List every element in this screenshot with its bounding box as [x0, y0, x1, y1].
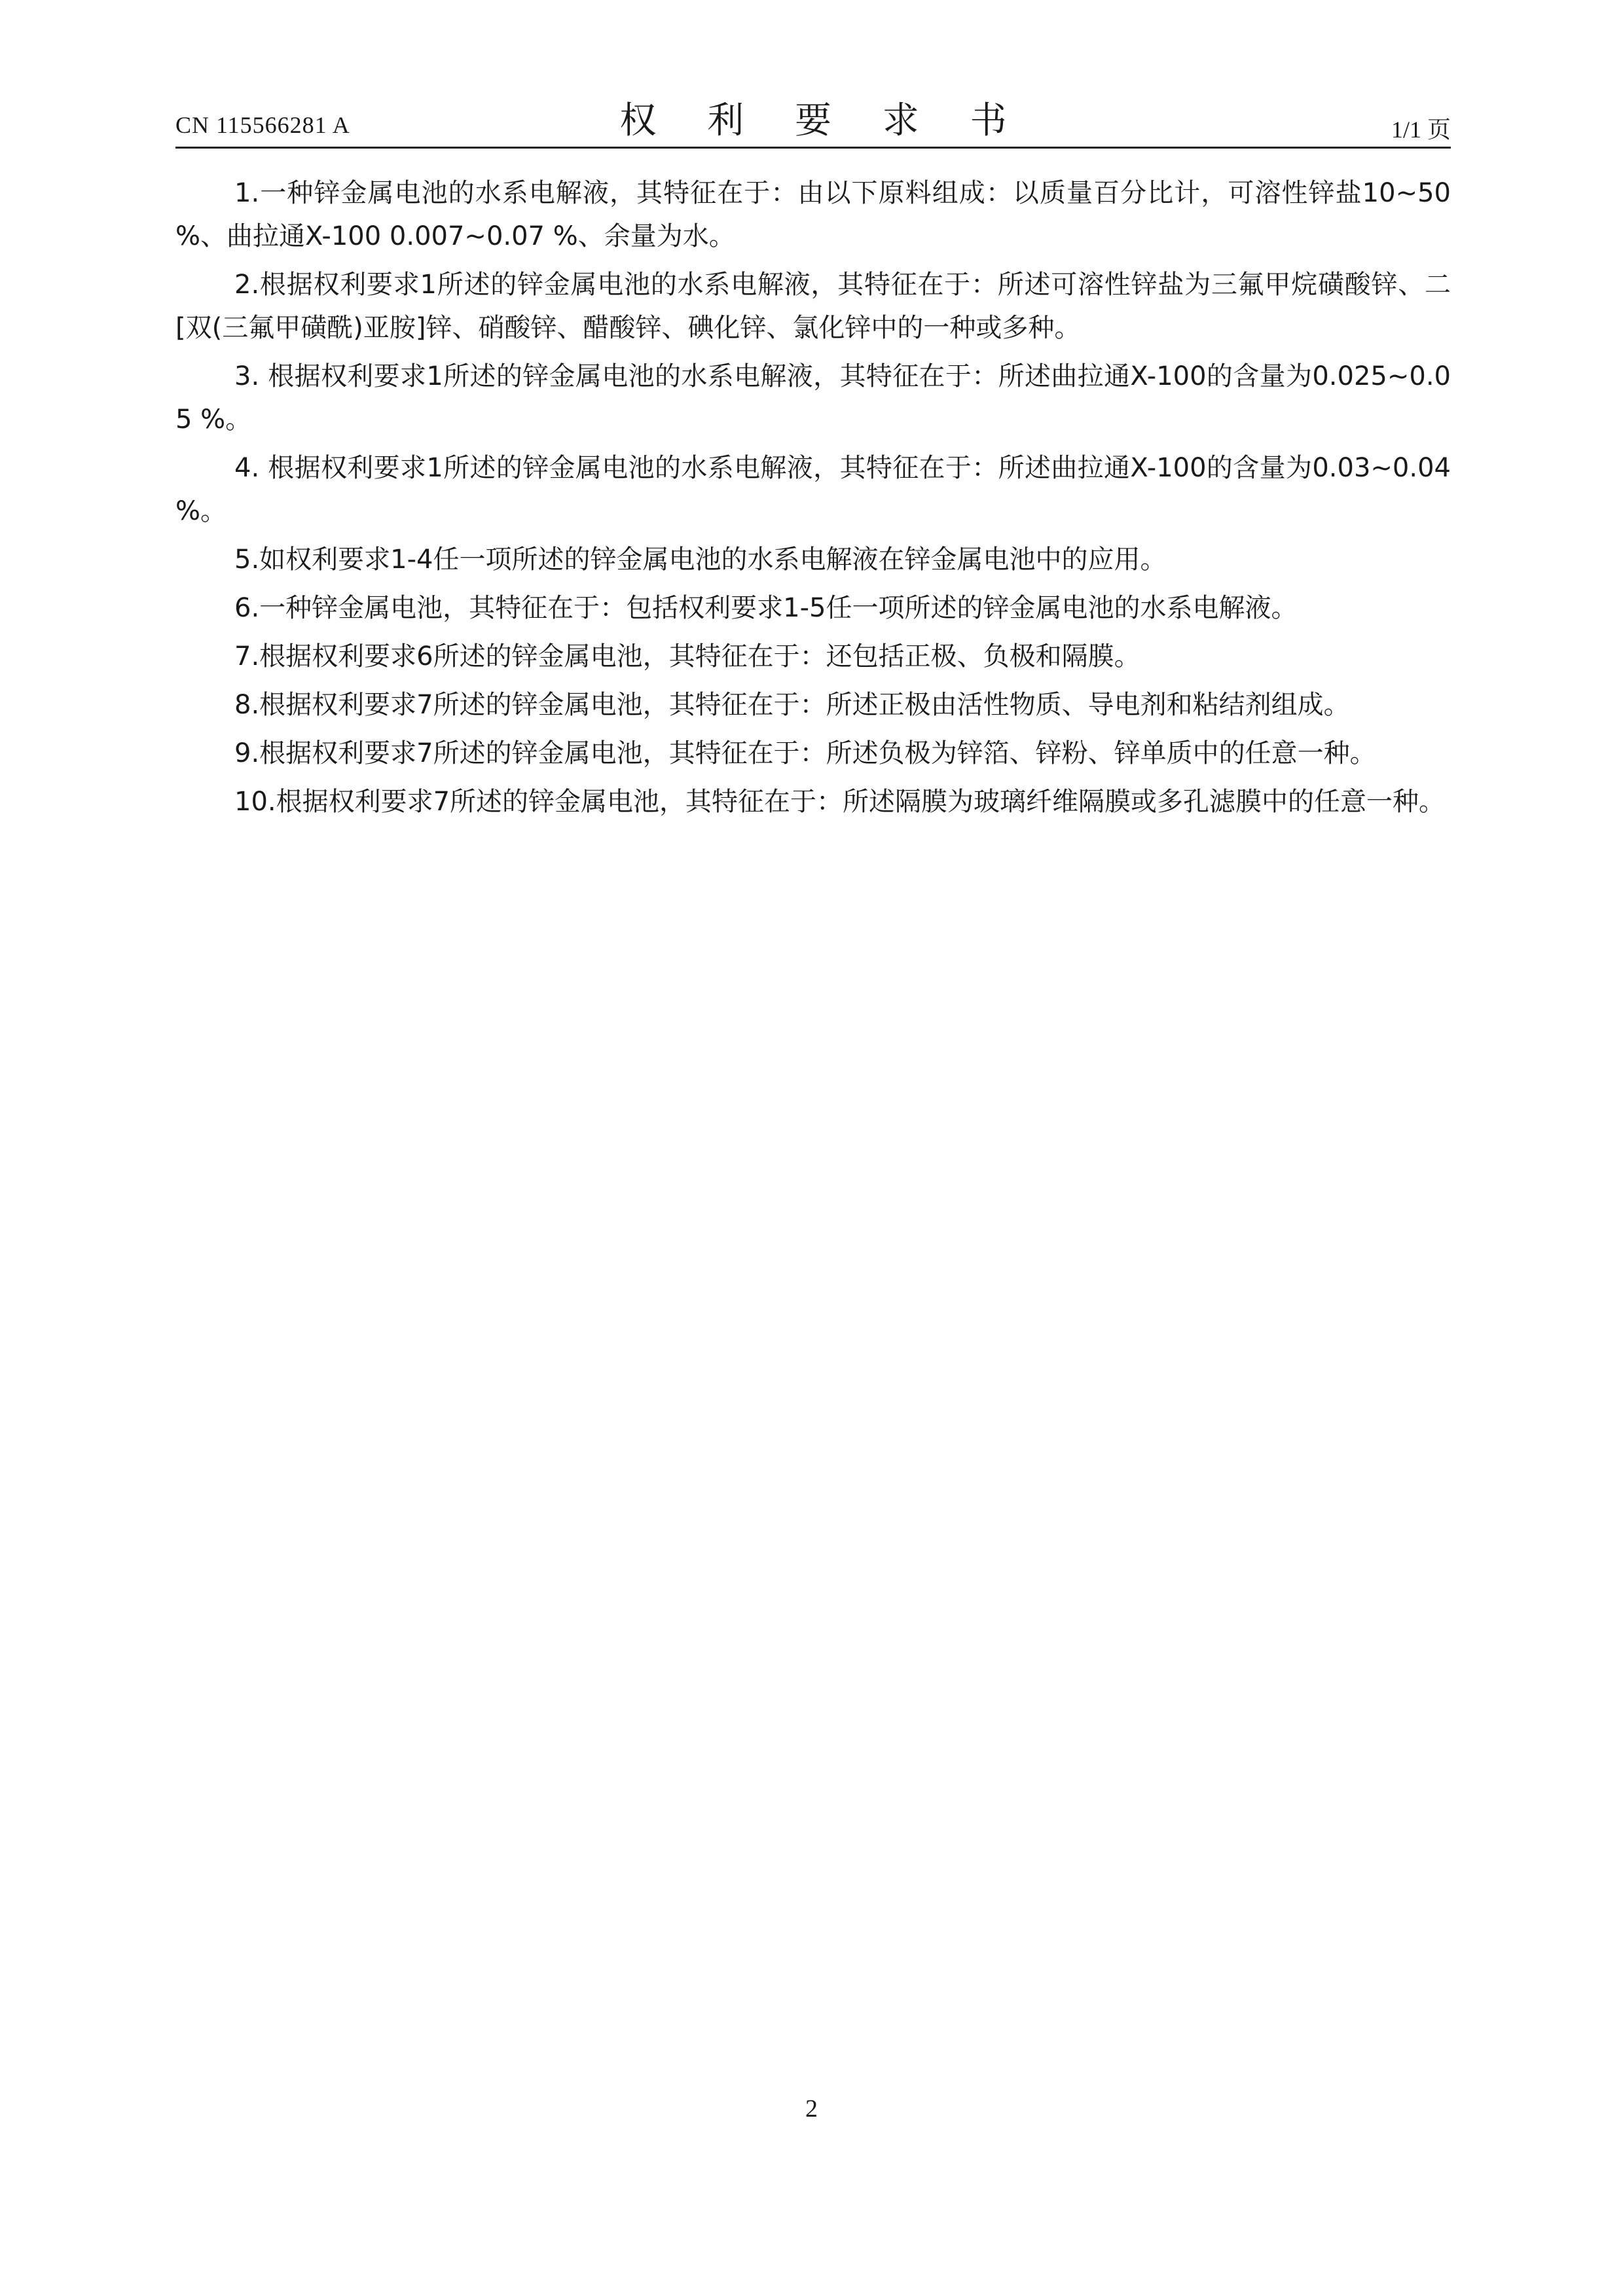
page-indicator: 1/1 页: [1391, 117, 1451, 143]
claim-9: 9.根据权利要求7所述的锌金属电池，其特征在于：所述负极为锌箔、锌粉、锌单质中的任意一种。: [234, 738, 1376, 768]
claim-5: 5.如权利要求1-4任一项所述的锌金属电池的水系电解液在锌金属电池中的应用。: [234, 545, 1167, 575]
claim-2: 2.根据权利要求1所述的锌金属电池的水系电解液，其特征在于：所述可溶性锌盐为三氟甲烷磺酸锌、二[双(三氟甲磺酰)亚胺]锌、硝酸锌、醋酸锌、碘化锌、氯化锌中的一种或多种。: [175, 270, 1451, 343]
claim-7: 7.根据权利要求6所述的锌金属电池，其特征在于：还包括正极、负极和隔膜。: [234, 641, 1140, 672]
claim-8: 8.根据权利要求7所述的锌金属电池，其特征在于：所述正极由活性物质、导电剂和粘结剂组成。: [234, 690, 1350, 720]
publication-number: CN 115566281 A: [175, 112, 350, 138]
page-number: 2: [805, 2095, 818, 2123]
claims-list: [175, 171, 1451, 829]
claim-1: 1.一种锌金属电池的水系电解液，其特征在于：由以下原料组成：以质量百分比计，可溶性锌盐10~50 %、曲拉通X-100 0.007~0.07 %、余量为水。: [175, 178, 1451, 251]
claim-4: 4. 根据权利要求1所述的锌金属电池的水系电解液，其特征在于：所述曲拉通X-100的含量为0.03~0.04 %。: [175, 453, 1451, 526]
document-title: 权 利 要 求 书: [619, 99, 1027, 142]
claim-6: 6.一种锌金属电池，其特征在于：包括权利要求1-5任一项所述的锌金属电池的水系电解液。: [234, 593, 1298, 623]
claim-3: 3. 根据权利要求1所述的锌金属电池的水系电解液，其特征在于：所述曲拉通X-100的含量为0.025~0.05 %。: [175, 361, 1451, 435]
header-divider: [175, 147, 1451, 149]
claim-10: 10.根据权利要求7所述的锌金属电池，其特征在于：所述隔膜为玻璃纤维隔膜或多孔滤膜中的任意一种。: [234, 787, 1446, 817]
document-header: [175, 92, 1451, 151]
